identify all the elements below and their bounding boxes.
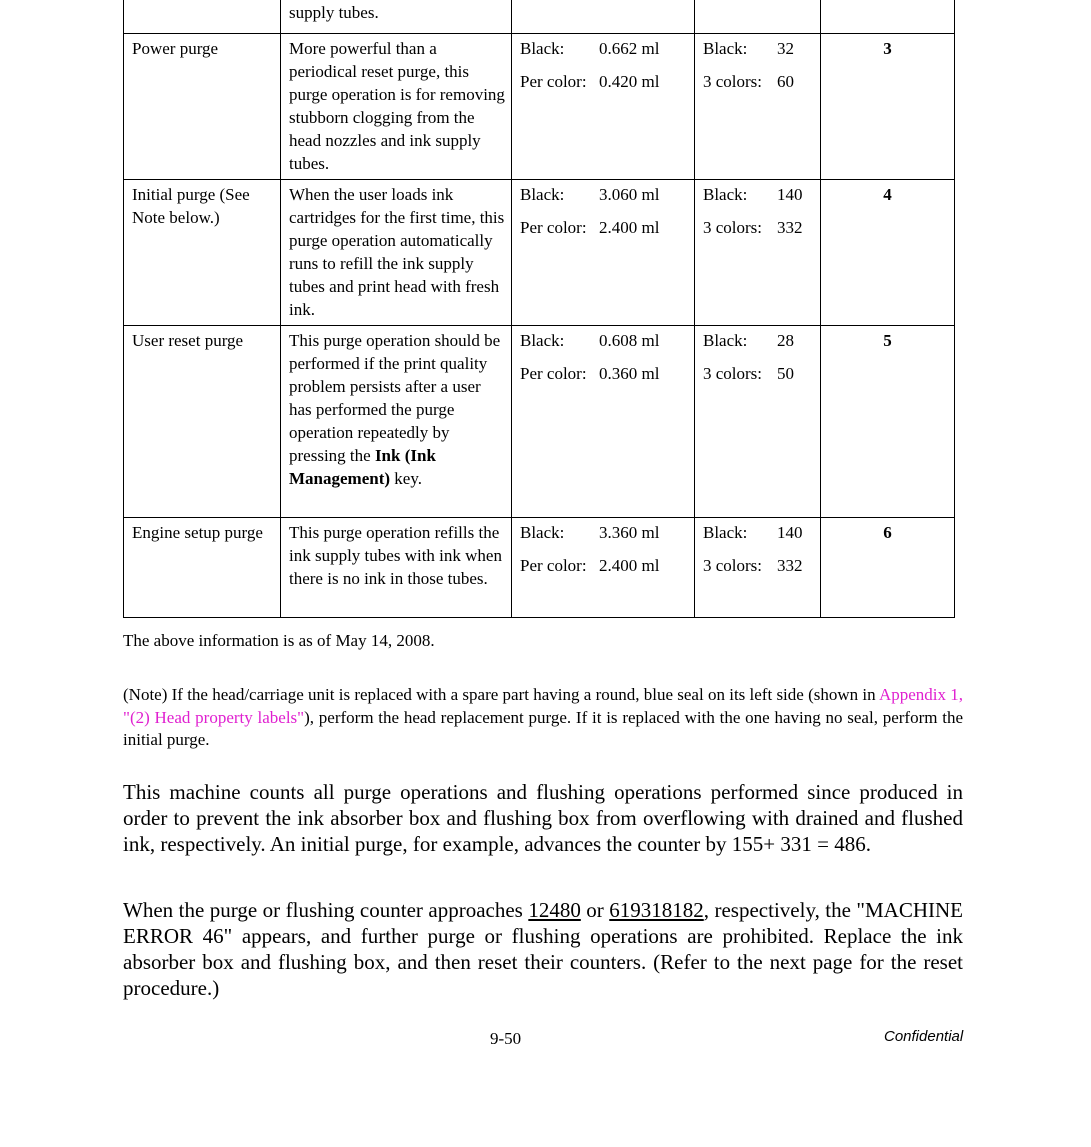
count-color-value: 50 — [777, 364, 794, 383]
cell-count — [695, 34, 821, 180]
ink-color-value: 2.400 ml — [599, 218, 660, 237]
ink-black-value: 3.060 ml — [599, 185, 660, 204]
cell-name — [124, 0, 281, 34]
table-row-engine-setup-purge — [124, 518, 955, 618]
note-paragraph — [123, 684, 963, 752]
count-black-label: Black: — [703, 39, 748, 58]
note-text: (Note) If the head/carriage unit is replaced with a spare part having a round, blue seal on its left side (shown in — [123, 685, 879, 704]
ink-management-key-label: Ink (Ink Management) — [289, 446, 436, 488]
error-text: When the purge or flushing counter approaches — [123, 898, 529, 922]
count-color-label: 3 colors: — [703, 556, 763, 575]
ink-color-label: Per color: — [520, 556, 587, 575]
info-date-text: The above information is as of May 14, 2008. — [123, 631, 435, 650]
cell-ink-amount — [512, 0, 695, 34]
cell-level: 3 — [821, 34, 955, 180]
ink-color-value: 0.420 ml — [599, 72, 660, 91]
count-color-label: 3 colors: — [703, 218, 763, 237]
count-black-label: Black: — [703, 185, 748, 204]
ink-black-value: 0.662 ml — [599, 39, 660, 58]
cell-ink-amount — [512, 180, 695, 326]
error-text-end: , respectively, the "MACHINE ERROR 46" appears, and further purge or flushing operations are prohibited. Replace the ink absorber box and flushing box, and then reset their counters. (Refer to the next page for the reset procedure.) — [123, 898, 964, 1000]
description-text-end: key. — [394, 469, 422, 488]
cell-description — [281, 326, 512, 518]
count-black-value: 28 — [777, 331, 794, 350]
count-black-label: Black: — [703, 523, 748, 542]
count-color-label: 3 colors: — [703, 72, 763, 91]
ink-black-label: Black: — [520, 39, 565, 58]
ink-black-label: Black: — [520, 523, 565, 542]
description-text: This purge operation should be performed if the print quality problem persists after a user has performed the purge operation repeatedly by pressing the — [289, 331, 501, 465]
ink-black-label: Black: — [520, 331, 565, 350]
count-color-value: 332 — [777, 556, 803, 575]
cell-level — [821, 0, 955, 34]
cell-ink-amount — [512, 518, 695, 618]
count-black-value: 32 — [777, 39, 794, 58]
count-color-label: 3 colors: — [703, 364, 763, 383]
cell-level: 5 — [821, 326, 955, 518]
ink-color-label: Per color: — [520, 364, 587, 383]
cell-description: When the user loads ink cartridges for the first time, this purge operation automatically runs to refill the ink supply tubes and print head with fresh ink. — [281, 180, 512, 326]
flushing-limit-value: 619318182 — [609, 898, 704, 922]
cell-ink-amount — [512, 326, 695, 518]
purge-table — [123, 0, 955, 618]
cell-name: Power purge — [124, 34, 281, 180]
note-text-end: ), perform the head replacement purge. If it is replaced with the one having no seal, perform the initial purge. — [123, 707, 963, 749]
confidential-label: Confidential — [884, 1028, 964, 1045]
count-black-label: Black: — [703, 331, 748, 350]
ink-black-value: 0.608 ml — [599, 331, 660, 350]
counter-explanation-paragraph: This machine counts all purge operations and flushing operations performed since produced in order to prevent the ink absorber box and flushing box from overflowing with drained and flushed ink, respectively. An initial purge, for example, advances the counter by 155+ 331 = 486. — [123, 780, 963, 856]
ink-black-value: 3.360 ml — [599, 523, 660, 542]
count-black-value: 140 — [777, 185, 803, 204]
table-row-continuation — [124, 0, 955, 34]
table-row-power-purge — [124, 34, 955, 180]
cell-name: Engine setup purge — [124, 518, 281, 618]
count-color-value: 60 — [777, 72, 794, 91]
cell-level: 6 — [821, 518, 955, 618]
table-row-initial-purge — [124, 180, 955, 326]
page-number: 9-50 — [490, 1029, 522, 1048]
cell-description: supply tubes. — [281, 0, 512, 34]
error-text-mid: or — [580, 898, 610, 922]
cell-name: Initial purge (See Note below.) — [124, 180, 281, 326]
error-paragraph — [123, 897, 963, 1001]
ink-color-label: Per color: — [520, 218, 587, 237]
cell-name: User reset purge — [124, 326, 281, 518]
cell-count — [695, 180, 821, 326]
cell-ink-amount — [512, 34, 695, 180]
ink-color-value: 0.360 ml — [599, 364, 660, 383]
count-black-value: 140 — [777, 523, 803, 542]
count-color-value: 332 — [777, 218, 803, 237]
purge-limit-value: 12480 — [528, 898, 581, 922]
appendix-link[interactable]: Appendix 1, "(2) Head property labels" — [123, 685, 964, 727]
cell-count — [695, 326, 821, 518]
ink-color-value: 2.400 ml — [599, 556, 660, 575]
table-row-user-reset-purge — [124, 326, 955, 518]
cell-level: 4 — [821, 180, 955, 326]
cell-count — [695, 518, 821, 618]
cell-description: This purge operation refills the ink supply tubes with ink when there is no ink in those tubes. — [281, 518, 512, 618]
cell-description: More powerful than a periodical reset purge, this purge operation is for removing stubborn clogging from the head nozzles and ink supply tubes. — [281, 34, 512, 180]
cell-count — [695, 0, 821, 34]
ink-color-label: Per color: — [520, 72, 587, 91]
ink-black-label: Black: — [520, 185, 565, 204]
